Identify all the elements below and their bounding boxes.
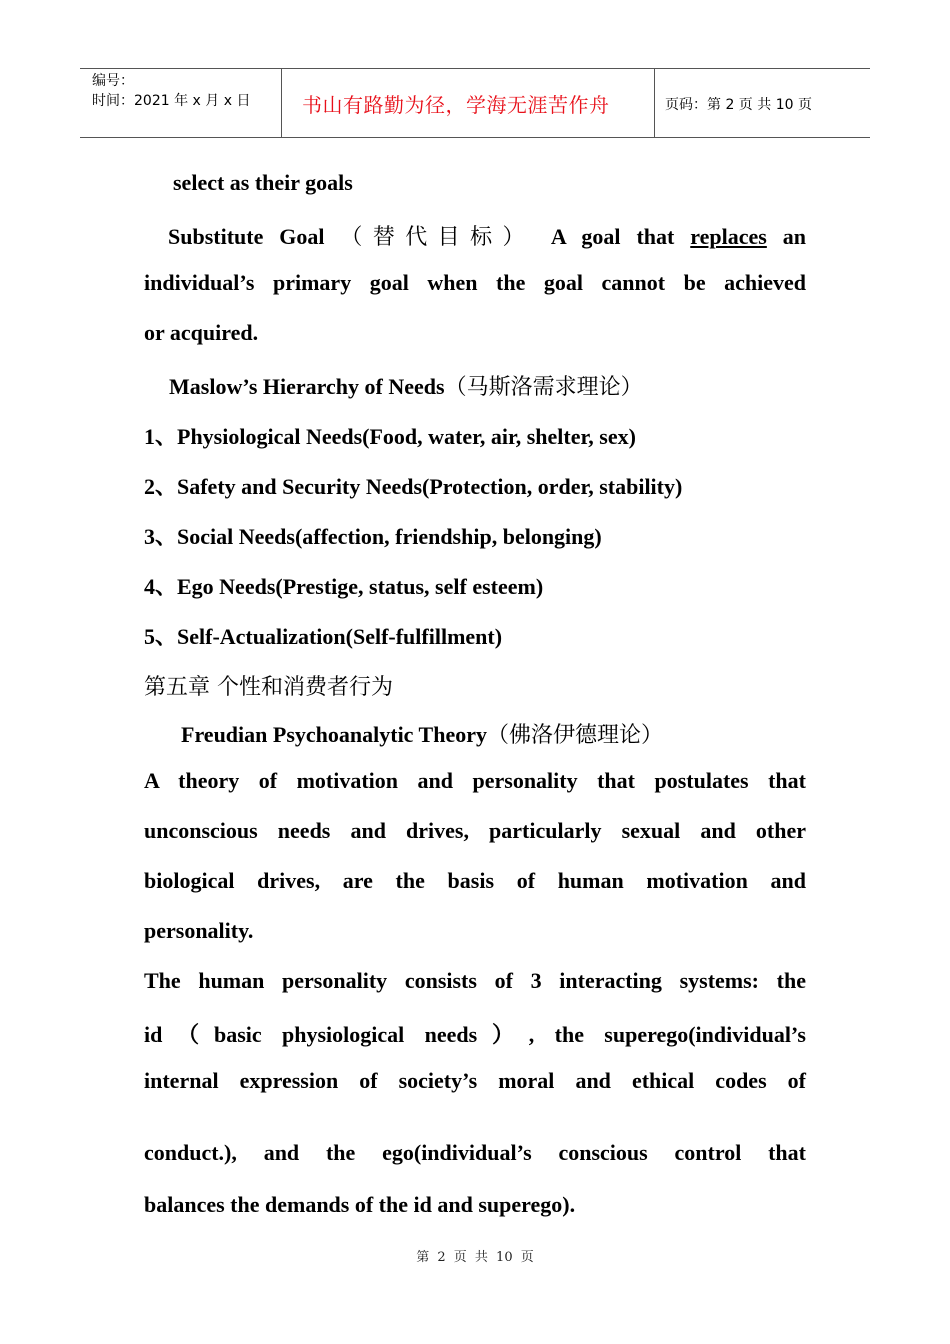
chapter-title: 第五章 个性和消费者行为 bbox=[144, 675, 393, 700]
substitute-def-b: an bbox=[782, 224, 807, 249]
need-item: 5、Self-Actualization(Self-fulfillment) bbox=[144, 624, 503, 649]
substitute-term: Substitute Goal bbox=[168, 224, 325, 249]
number-label: 编号： bbox=[92, 73, 134, 89]
personality-line: balances the demands of the id and superego). bbox=[144, 1192, 576, 1217]
freud-def-line: personality. bbox=[144, 918, 254, 943]
replaces-link: replaces bbox=[690, 224, 767, 249]
substitute-line-3: or acquired. bbox=[144, 320, 259, 345]
header-divider bbox=[281, 69, 282, 137]
need-item: 1、Physiological Needs(Food, water, air, shelter, sex) bbox=[144, 424, 636, 449]
header-page-info: 页码：第 2 页 共 10 页 bbox=[665, 97, 812, 113]
header-divider bbox=[654, 69, 655, 137]
line-goals: select as their goals bbox=[173, 170, 353, 195]
substitute-line-2: individual’s primary goal when the goal cannot be achieved bbox=[144, 270, 806, 295]
maslow-title: Maslow’s Hierarchy of Needs bbox=[169, 374, 445, 399]
header-meta bbox=[92, 71, 250, 111]
need-item: 4、Ego Needs(Prestige, status, self esteem) bbox=[144, 574, 544, 599]
page-footer: 第 2 页 共 10 页 bbox=[416, 1250, 534, 1265]
substitute-cn: （替代目标） bbox=[340, 225, 535, 250]
freud-def-line: unconscious needs and drives, particularly sexual and other bbox=[144, 818, 806, 843]
page-header bbox=[80, 68, 870, 138]
freud-title: Freudian Psychoanalytic Theory bbox=[181, 722, 487, 747]
substitute-def-a: A goal that bbox=[550, 224, 675, 249]
maslow-cn: （马斯洛需求理论） bbox=[444, 375, 643, 400]
freud-def-line: A theory of motivation and personality that postulates that bbox=[144, 768, 806, 793]
personality-line: conduct.), and the ego(individual’s conscious control that bbox=[144, 1140, 806, 1165]
freud-heading bbox=[181, 718, 806, 749]
freud-cn: （佛洛伊德理论） bbox=[486, 723, 663, 748]
substitute-goal-line bbox=[168, 220, 806, 251]
header-motto: 书山有路勤为径，学海无涯苦作舟 bbox=[302, 93, 610, 117]
maslow-heading bbox=[169, 370, 806, 401]
personality-line: internal expression of society’s moral and ethical codes of bbox=[144, 1068, 806, 1093]
need-item: 2、Safety and Security Needs(Protection, order, stability) bbox=[144, 474, 683, 499]
need-item: 3、Social Needs(affection, friendship, belonging) bbox=[144, 524, 602, 549]
freud-def-line: biological drives, are the basis of human motivation and bbox=[144, 868, 806, 893]
personality-line: id（basic physiological needs）, the superego(individual’s bbox=[144, 1022, 806, 1047]
date-label: 时间：2021 年 x 月 x 日 bbox=[92, 93, 251, 109]
personality-line: The human personality consists of 3 interacting systems: the bbox=[144, 968, 806, 993]
